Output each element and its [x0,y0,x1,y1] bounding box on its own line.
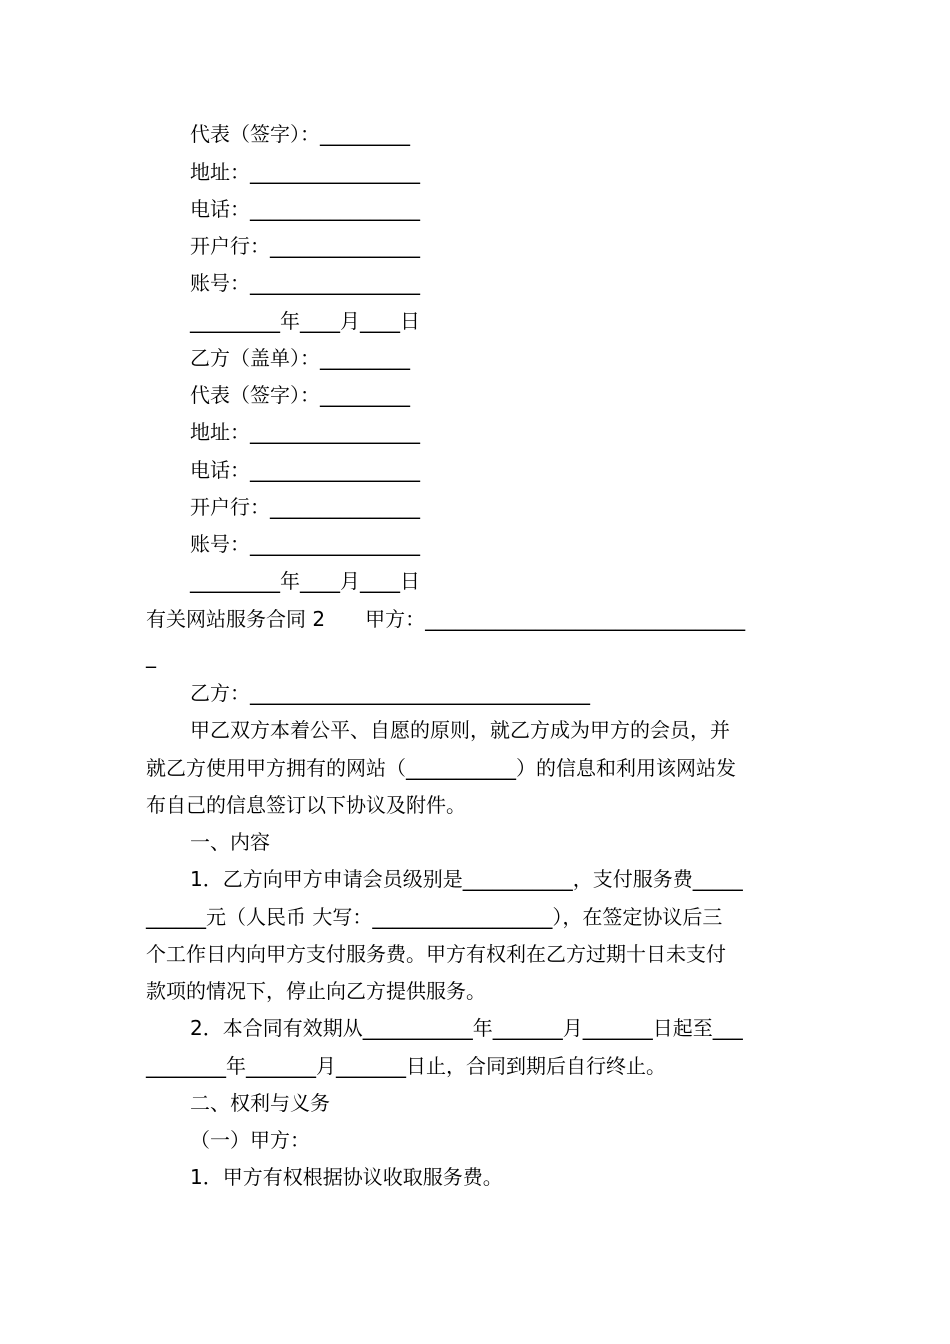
text-line: 地址：_________________ [190,420,420,444]
text-line: ______元（人民币 大写：__________________），在签定协议后三 [146,905,723,929]
text-line: 电话：_________________ [190,458,420,482]
section-heading: 二、权利与义务 [190,1091,330,1115]
text-line: 电话：_________________ [190,197,420,221]
text-line: 账号：_________________ [190,271,420,295]
text-line: _ [146,644,156,668]
text-line: 1．甲方有权根据协议收取服务费。 [190,1165,503,1189]
text-line: 甲乙双方本着公平、自愿的原则，就乙方成为甲方的会员，并 [190,718,730,742]
text-line: 地址：_________________ [190,160,420,184]
text-line: _________年____月____日 [190,569,420,593]
text-line: 代表（签字）：_________ [190,122,410,146]
text-line: 乙方：__________________________________ [190,681,590,705]
text-line: 就乙方使用甲方拥有的网站（___________）的信息和利用该网站发 [146,756,736,780]
text-line: 2．本合同有效期从___________年_______月_______日起至___ [190,1016,743,1040]
text-line: 代表（签字）：_________ [190,383,410,407]
text-line: 乙方（盖单）：_________ [190,346,410,370]
text-line: 款项的情况下，停止向乙方提供服务。 [146,979,486,1003]
subsection-heading: （一）甲方： [190,1128,310,1152]
text-line: 个工作日内向甲方支付服务费。甲方有权利在乙方过期十日未支付 [146,942,726,966]
section-heading: 一、内容 [190,830,270,854]
text-line: _________年____月____日 [190,309,420,333]
text-line: 账号：_________________ [190,532,420,556]
text-line: 1．乙方向甲方申请会员级别是___________，支付服务费_____ [190,867,743,891]
text-line: 布自己的信息签订以下协议及附件。 [146,793,466,817]
text-line: 开户行：_______________ [190,495,420,519]
text-line: 开户行：_______________ [190,234,420,258]
text-line: 有关网站服务合同 2 甲方：________________________________ [146,607,746,631]
text-line: ________年_______月_______日止，合同到期后自行终止。 [146,1054,666,1078]
